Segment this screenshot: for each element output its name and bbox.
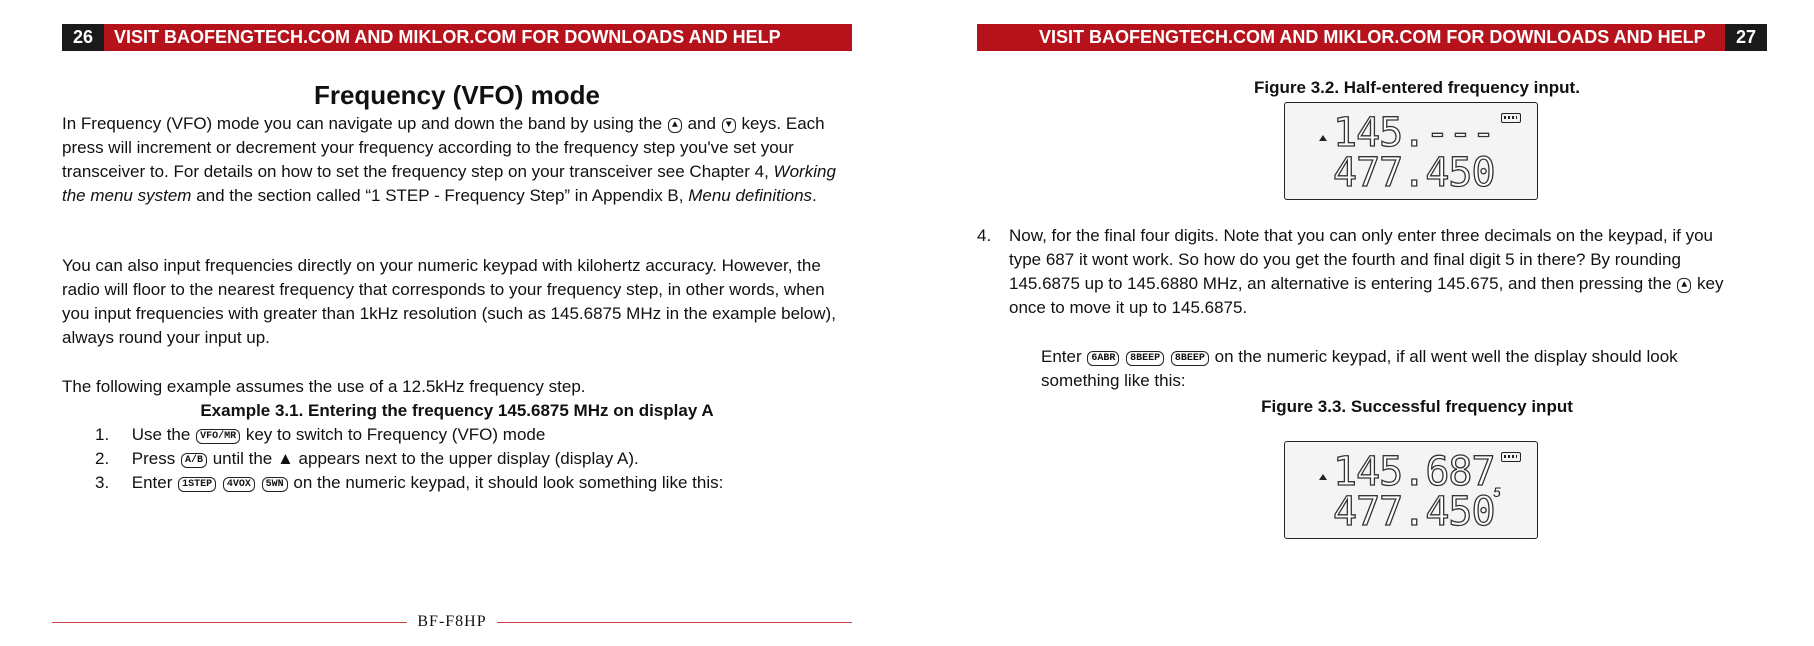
- step-number: 2.: [95, 449, 110, 468]
- page-header: [977, 24, 1767, 51]
- key-5-icon: 5WN: [262, 477, 288, 492]
- enter-text: Enter: [1041, 347, 1082, 366]
- battery-icon: [1501, 113, 1521, 123]
- example-note: The following example assumes the use of a 12.5kHz frequency step.: [62, 377, 586, 396]
- key-4-icon: 4VOX: [223, 477, 255, 492]
- step-text: appears next to the upper display (display A).: [298, 449, 639, 468]
- step-text: until the: [212, 449, 273, 468]
- list-item: [95, 447, 723, 471]
- p1-text-e: and the section called “1 STEP - Frequency Step” in Appendix B,: [196, 186, 684, 205]
- up-key-icon: ▲: [668, 118, 682, 133]
- page-footer: [52, 612, 852, 632]
- example-title: Example 3.1. Entering the frequency 145.6875 MHz on display A: [200, 401, 714, 420]
- key-8-icon: 8BEEP: [1171, 351, 1209, 366]
- p1-ref-menu-definitions: Menu definitions: [688, 186, 813, 205]
- figure-3-2-title: Figure 3.2. Half-entered frequency input.: [1254, 78, 1580, 97]
- lcd-line-a: 145.687: [1333, 449, 1495, 495]
- keypad-paragraph: You can also input frequencies directly on your numeric keypad with kilohertz accuracy. However, the radio will floor to the nearest frequency that corresponds to your frequency step, in other words, when you input frequencies with greater than 1kHz resolution (such as 145.6875 MHz in the example below), always round your input up.: [62, 256, 836, 347]
- p1-ref-menu-system: Working the menu system: [62, 162, 836, 205]
- step-number: 3.: [95, 473, 110, 492]
- steps-list: [95, 423, 723, 495]
- footer-model: BF-F8HP: [417, 613, 487, 630]
- ab-key-icon: A/B: [181, 453, 207, 468]
- list-item: [95, 471, 723, 495]
- key-1-icon: 1STEP: [178, 477, 216, 492]
- step-text: key once to move it up to 145.6875.: [1009, 274, 1724, 317]
- up-key-icon: ▲: [1677, 278, 1691, 293]
- step-text: Use the: [131, 425, 191, 444]
- step-text: key to switch to Frequency (VFO) mode: [245, 425, 546, 444]
- p1-text-b: and: [687, 114, 716, 133]
- lcd-line-a: 145.---: [1333, 110, 1495, 156]
- figure-3-3-title: Figure 3.3. Successful frequency input: [1261, 397, 1573, 416]
- footer-rule-left: [52, 622, 407, 623]
- lcd-display-successful: [1284, 441, 1538, 539]
- header-banner: VISIT BAOFENGTECH.COM AND MIKLOR.COM FOR DOWNLOADS AND HELP: [977, 24, 1725, 51]
- header-banner: VISIT BAOFENGTECH.COM AND MIKLOR.COM FOR DOWNLOADS AND HELP: [104, 24, 852, 51]
- p1-text-c: keys. Each press will increment or decrement your frequency according to the frequency step you've set your transceiver to. For details on how to set the frequency step on your transceiver see Chapter 4,: [62, 114, 825, 181]
- step-number: 1.: [95, 425, 110, 444]
- p1-text-g: .: [812, 186, 817, 205]
- intro-paragraph: [62, 112, 852, 208]
- lcd-line-b: 477.450: [1333, 150, 1495, 196]
- list-item: [95, 423, 723, 447]
- display-a-arrow-icon: [1319, 474, 1327, 480]
- lcd-subdigit: 5: [1493, 484, 1501, 500]
- display-arrow-icon: ▲: [276, 449, 294, 468]
- display-a-arrow-icon: [1319, 135, 1327, 141]
- step-number: 4.: [977, 226, 992, 245]
- lcd-line-b: 477.450: [1333, 489, 1495, 535]
- step-text: on the numeric keypad, it should look something like this:: [293, 473, 724, 492]
- key-8-icon: 8BEEP: [1126, 351, 1164, 366]
- battery-icon: [1501, 452, 1521, 462]
- key-6-icon: 6ABR: [1087, 351, 1119, 366]
- step-text: Now, for the final four digits. Note that you can only enter three decimals on the keypad, if you type 687 it wont work. So how do you get the fourth and final digit 5 in there? By rounding 145.6875 up to 145.6880 MHz, an alternative is entering 145.675, and then pressing the: [1009, 226, 1714, 293]
- page-title: Frequency (VFO) mode: [313, 80, 601, 110]
- page-header: [62, 24, 852, 51]
- lcd-display-half-entered: [1284, 102, 1538, 200]
- enter-paragraph: [1041, 345, 1731, 393]
- footer-rule-right: [497, 622, 852, 623]
- step-4-paragraph: [977, 224, 1729, 320]
- right-page: [907, 0, 1814, 646]
- down-key-icon: ▼: [722, 118, 736, 133]
- step-text: Press: [131, 449, 176, 468]
- vfo-mr-key-icon: VFO/MR: [196, 429, 240, 444]
- enter-text: on the numeric keypad, if all went well the display should look something like this:: [1041, 347, 1678, 390]
- page-number: 26: [62, 24, 104, 51]
- page-number: 27: [1725, 24, 1767, 51]
- step-text: Enter: [131, 473, 173, 492]
- p1-text-a: In Frequency (VFO) mode you can navigate up and down the band by using the: [62, 114, 663, 133]
